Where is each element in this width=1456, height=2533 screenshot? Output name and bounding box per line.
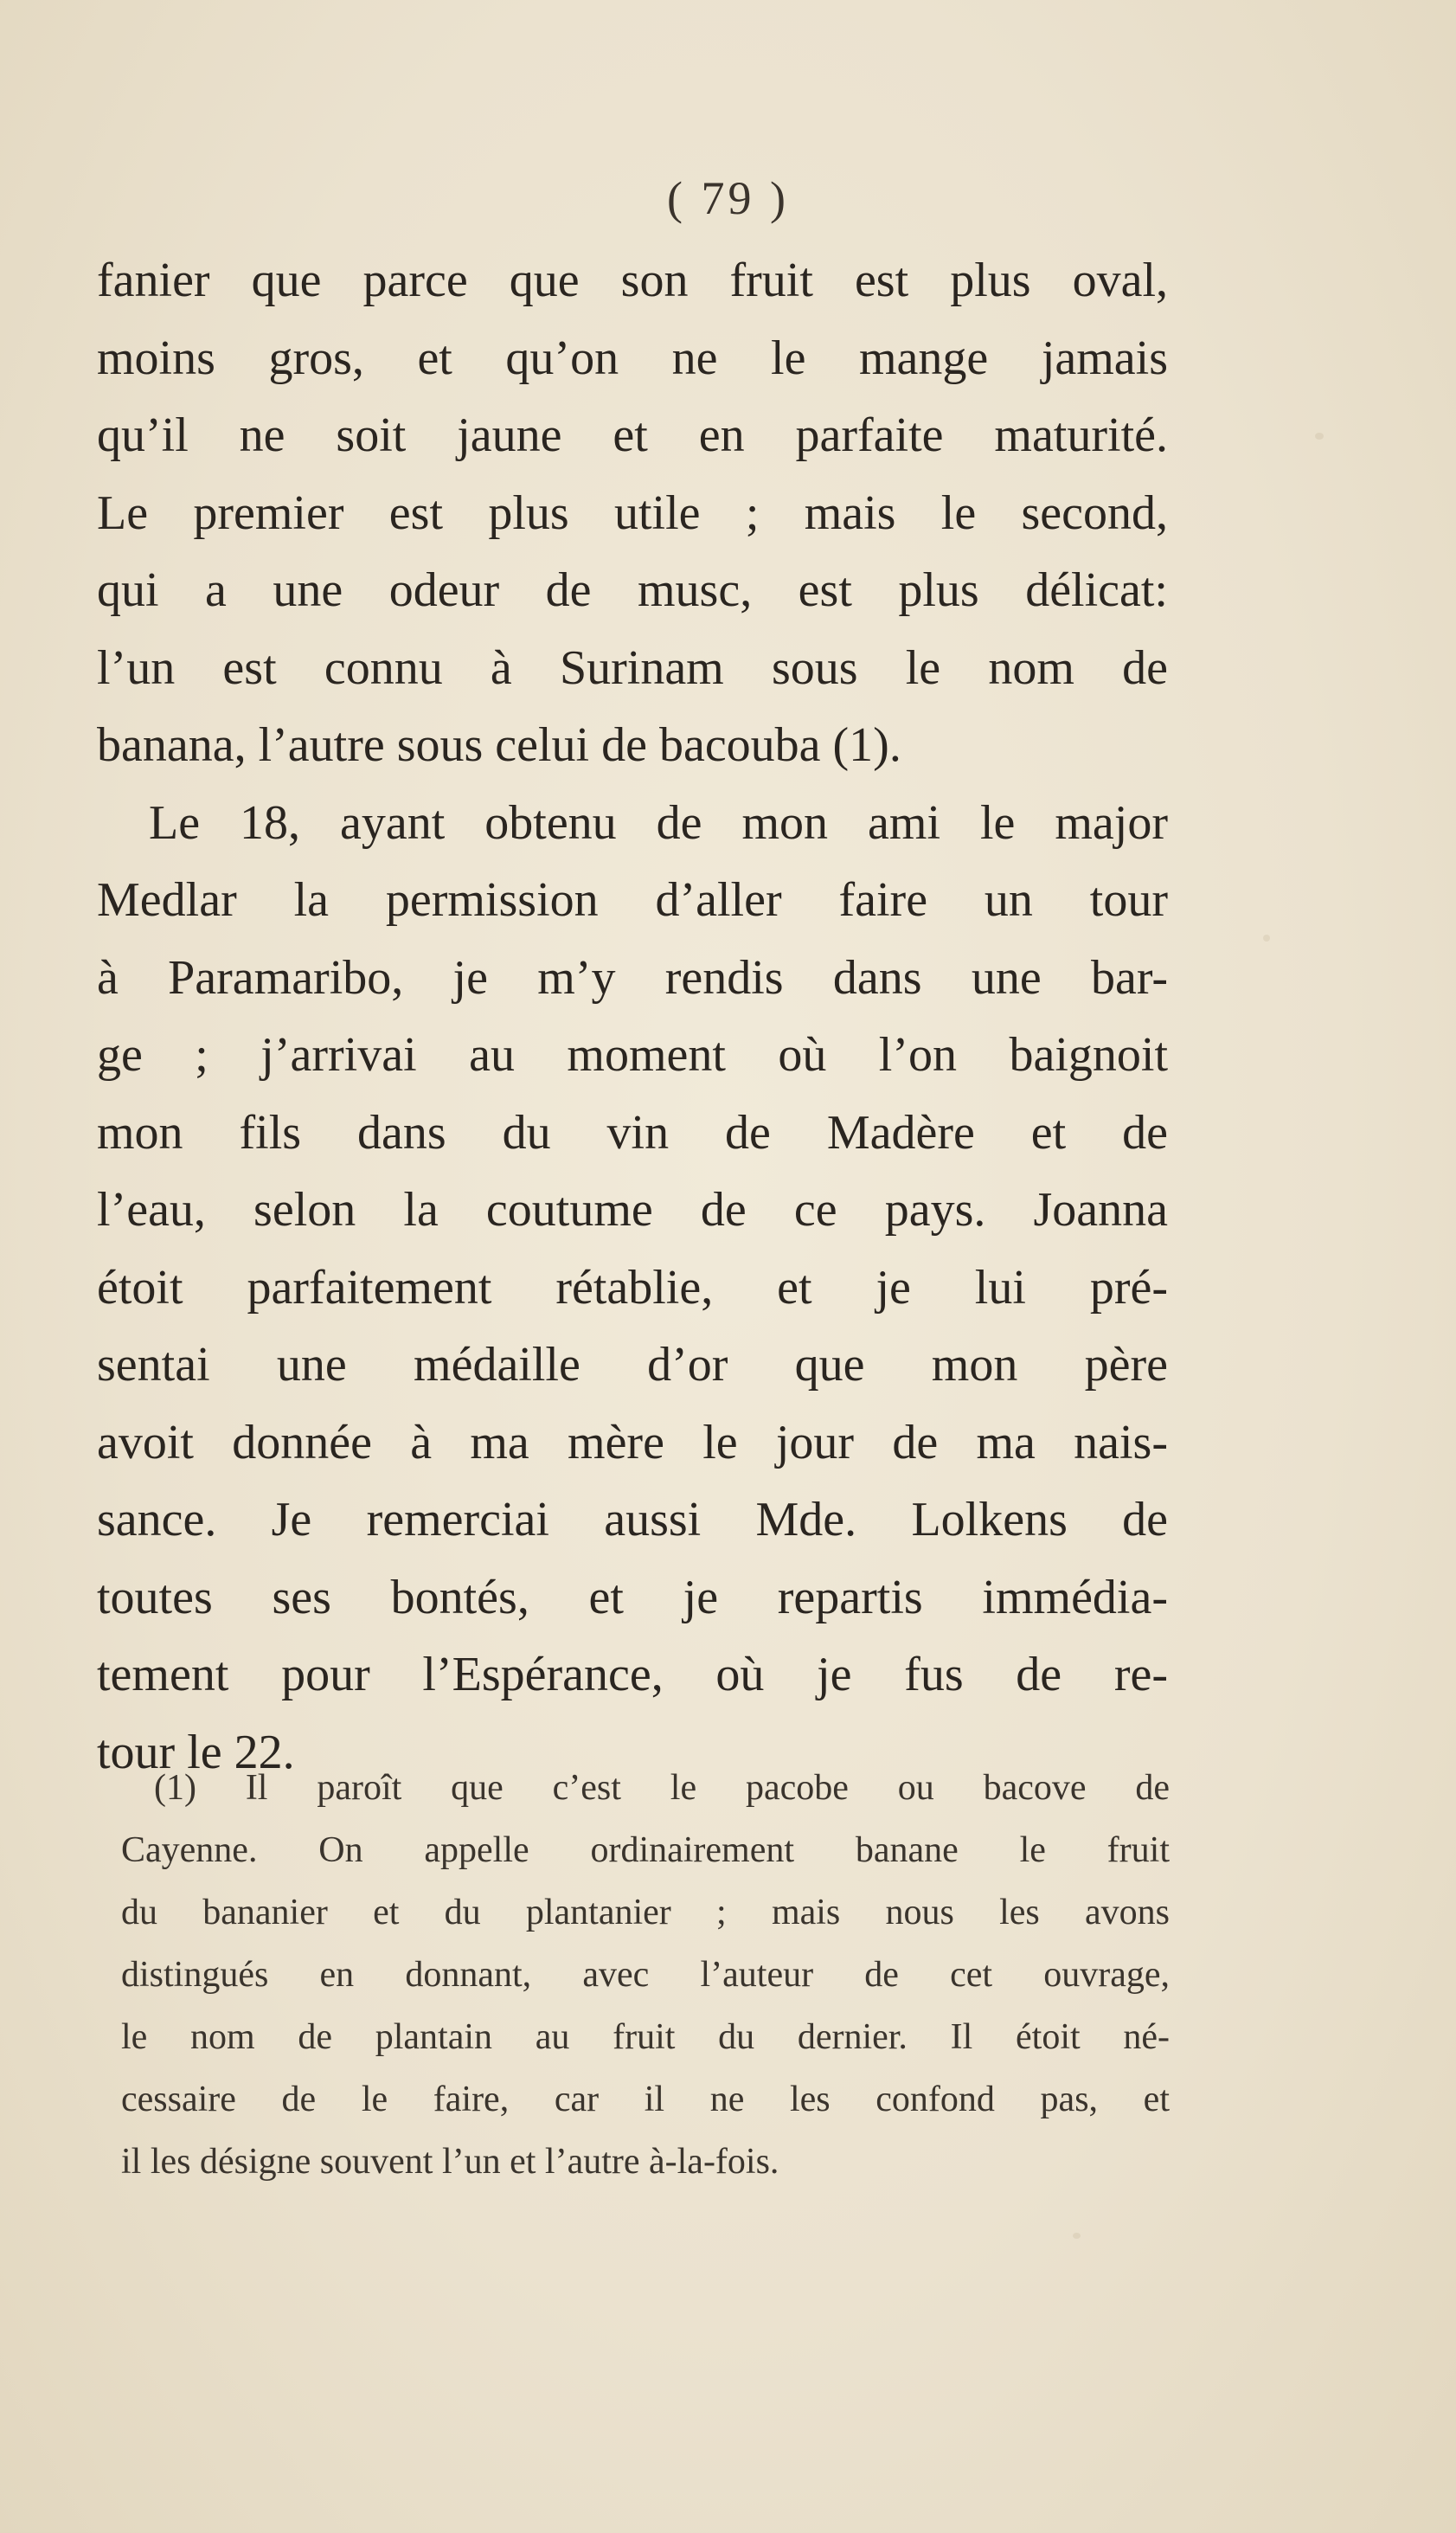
- text-line: qui a une odeur de musc, est plus délicat:: [97, 563, 1168, 617]
- text-line: l’eau, selon la coutume de ce pays. Joanna: [97, 1183, 1168, 1237]
- footnote: [121, 1757, 1170, 2193]
- text-line: Medlar la permission d’aller faire un tour: [97, 873, 1168, 927]
- text-line: sance. Je remerciai aussi Mde. Lolkens de: [97, 1493, 1168, 1546]
- paragraph-start-line: Le 18, ayant obtenu de mon ami le major: [149, 795, 1168, 850]
- body-text: [97, 242, 1168, 1791]
- footnote-line: Cayenne. On appelle ordinairement banane le fruit: [121, 1830, 1170, 1870]
- footnote-line: il les désigne souvent l’un et l’autre à-la-fois.: [121, 2142, 779, 2182]
- text-line: ge ; j’arrivai au moment où l’on baignoit: [97, 1028, 1168, 1082]
- text-line: toutes ses bontés, et je repartis immédia-: [97, 1570, 1168, 1624]
- text-line: qu’il ne soit jaune et en parfaite maturité.: [97, 408, 1168, 462]
- text-line: moins gros, et qu’on ne le mange jamais: [97, 331, 1168, 385]
- text-line: l’un est connu à Surinam sous le nom de: [97, 640, 1168, 695]
- footnote-line: cessaire de le faire, car il ne les confond pas, et: [121, 2080, 1170, 2119]
- text-line: étoit parfaitement rétablie, et je lui pré-: [97, 1260, 1168, 1315]
- footnote-line: le nom de plantain au fruit du dernier. Il étoit né-: [121, 2017, 1170, 2057]
- footnote-line: (1) Il paroît que c’est le pacobe ou bacove de: [154, 1768, 1170, 1808]
- text-line: avoit donnée à ma mère le jour de ma nais-: [97, 1415, 1168, 1469]
- paper-stain: [1073, 2233, 1081, 2239]
- text-line: tement pour l’Espérance, où je fus de re-: [97, 1648, 1168, 1701]
- text-line: sentai une médaille d’or que mon père: [97, 1338, 1168, 1392]
- text-line: Le premier est plus utile ; mais le second,: [97, 485, 1168, 540]
- text-line: à Paramaribo, je m’y rendis dans une bar-: [97, 950, 1168, 1005]
- text-line: banana, l’autre sous celui de bacouba (1).: [97, 718, 901, 772]
- footnote-line: distingués en donnant, avec l’auteur de cet ouvrage,: [121, 1955, 1170, 1995]
- text-line: mon fils dans du vin de Madère et de: [97, 1105, 1168, 1160]
- text-line: tour le 22.: [97, 1725, 295, 1779]
- text-line: fanier que parce que son fruit est plus oval,: [97, 254, 1168, 307]
- footnote-line: du bananier et du plantanier ; mais nous les avons: [121, 1893, 1170, 1932]
- page-number: ( 79 ): [667, 172, 789, 224]
- paper-stain: [1263, 935, 1270, 942]
- paper-stain: [1315, 433, 1324, 440]
